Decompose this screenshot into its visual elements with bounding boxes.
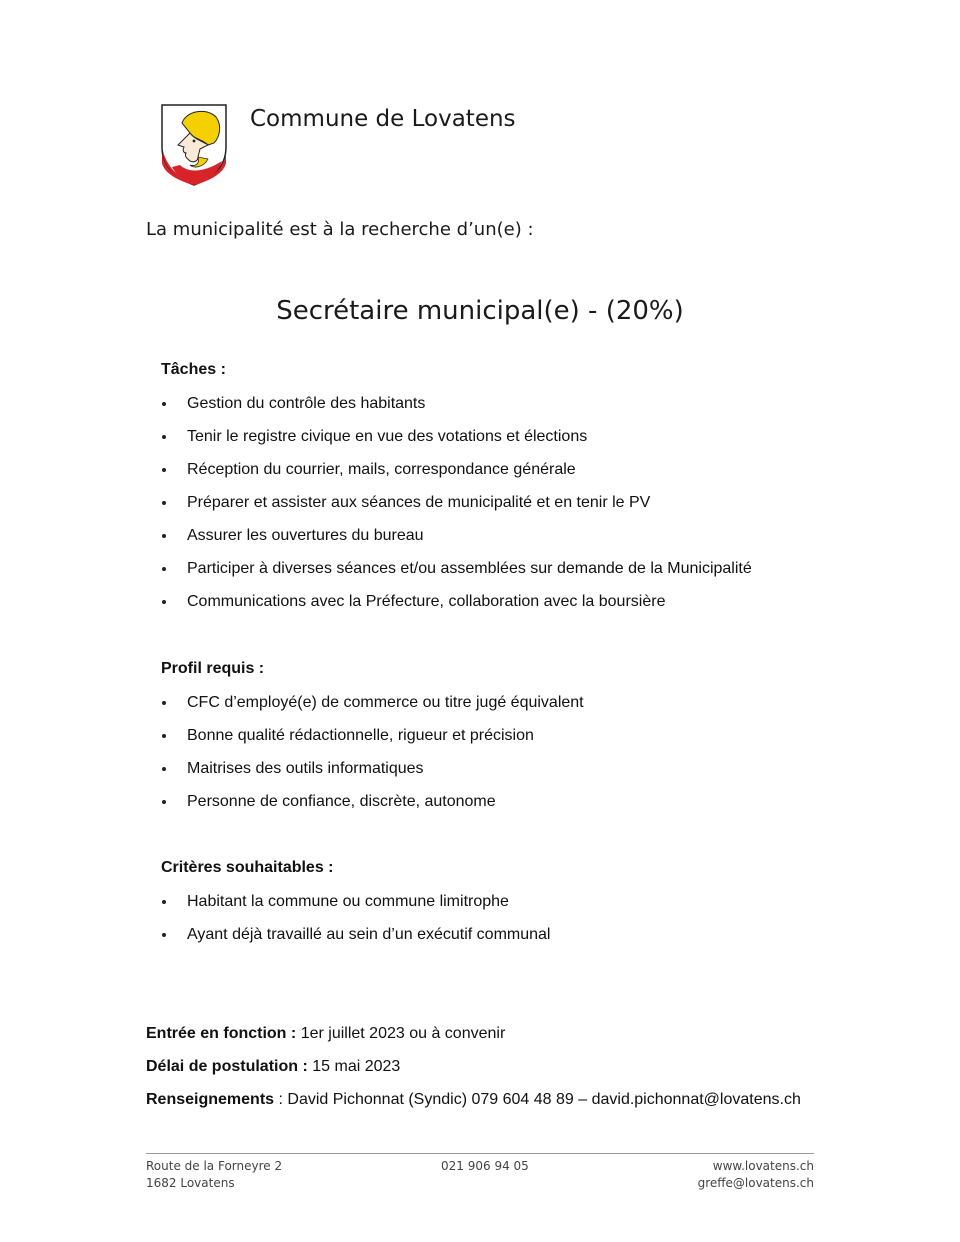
list-item: Personne de confiance, discrète, autonome: [161, 792, 584, 825]
bullet-icon: [162, 501, 166, 505]
list-item: Participer à diverses séances et/ou assemblées sur demande de la Municipalité: [161, 559, 752, 592]
list-item: Communications avec la Préfecture, collaboration avec la boursière: [161, 592, 752, 625]
footer-phone: [441, 1158, 529, 1175]
start-date-label: Entrée en fonction :: [146, 1025, 297, 1042]
contact-value: : David Pichonnat (Syndic) 079 604 48 89 – david.pichonnat@lovatens.ch: [278, 1091, 801, 1108]
list-item: Bonne qualité rédactionnelle, rigueur et précision: [161, 726, 584, 759]
list-item: CFC d’employé(e) de commerce ou titre jugé équivalent: [161, 693, 584, 726]
intro-text: La municipalité est à la recherche d’un(e) :: [146, 219, 534, 240]
footer-contact: [698, 1158, 814, 1192]
bullet-icon: [162, 468, 166, 472]
section-heading: Tâches :: [161, 361, 226, 378]
job-title: Secrétaire municipal(e) - (20%): [276, 296, 684, 326]
list-item: Réception du courrier, mails, correspondance générale: [161, 460, 752, 493]
phone-number: 021 906 94 05: [441, 1159, 529, 1173]
list-item: Préparer et assister aux séances de municipalité et en tenir le PV: [161, 493, 752, 526]
task-list: [161, 394, 752, 625]
deadline-label: Délai de postulation :: [146, 1058, 308, 1075]
deadline-value: 15 mai 2023: [312, 1058, 401, 1075]
list-item: Gestion du contrôle des habitants: [161, 394, 752, 427]
criteria-list: [161, 892, 550, 958]
list-item: Maitrises des outils informatiques: [161, 759, 584, 792]
bullet-icon: [162, 767, 166, 771]
bullet-icon: [162, 600, 166, 604]
start-date-value: 1er juillet 2023 ou à convenir: [300, 1025, 506, 1042]
list-item: Habitant la commune ou commune limitrophe: [161, 892, 550, 925]
footer-divider: [146, 1153, 814, 1154]
address-line-2: 1682 Lovatens: [146, 1176, 235, 1190]
section-profil: [161, 659, 584, 825]
contact-label: Renseignements: [146, 1091, 275, 1108]
bullet-icon: [162, 567, 166, 571]
profile-list: [161, 693, 584, 825]
bullet-icon: [162, 900, 166, 904]
email-link[interactable]: greffe@lovatens.ch: [697, 1176, 814, 1190]
coat-of-arms-logo: [160, 103, 228, 187]
contact-line: [146, 1090, 801, 1110]
bullet-icon: [162, 435, 166, 439]
address-line-1: Route de la Forneyre 2: [146, 1159, 283, 1173]
list-item: Tenir le registre civique en vue des votations et élections: [161, 427, 752, 460]
section-heading: Critères souhaitables :: [161, 859, 334, 876]
list-item: Assurer les ouvertures du bureau: [161, 526, 752, 559]
website-link[interactable]: www.lovatens.ch: [712, 1159, 814, 1173]
start-date-line: [146, 1024, 505, 1044]
section-criteres: [161, 858, 550, 958]
bullet-icon: [162, 701, 166, 705]
bullet-icon: [162, 534, 166, 538]
commune-name: Commune de Lovatens: [250, 106, 516, 132]
bullet-icon: [162, 402, 166, 406]
list-item: Ayant déjà travaillé au sein d’un exécutif communal: [161, 925, 550, 958]
section-taches: [161, 360, 752, 625]
bullet-icon: [162, 734, 166, 738]
bullet-icon: [162, 933, 166, 937]
footer-address: [146, 1158, 282, 1192]
bullet-icon: [162, 800, 166, 804]
deadline-line: [146, 1057, 400, 1077]
section-heading: Profil requis :: [161, 660, 265, 677]
